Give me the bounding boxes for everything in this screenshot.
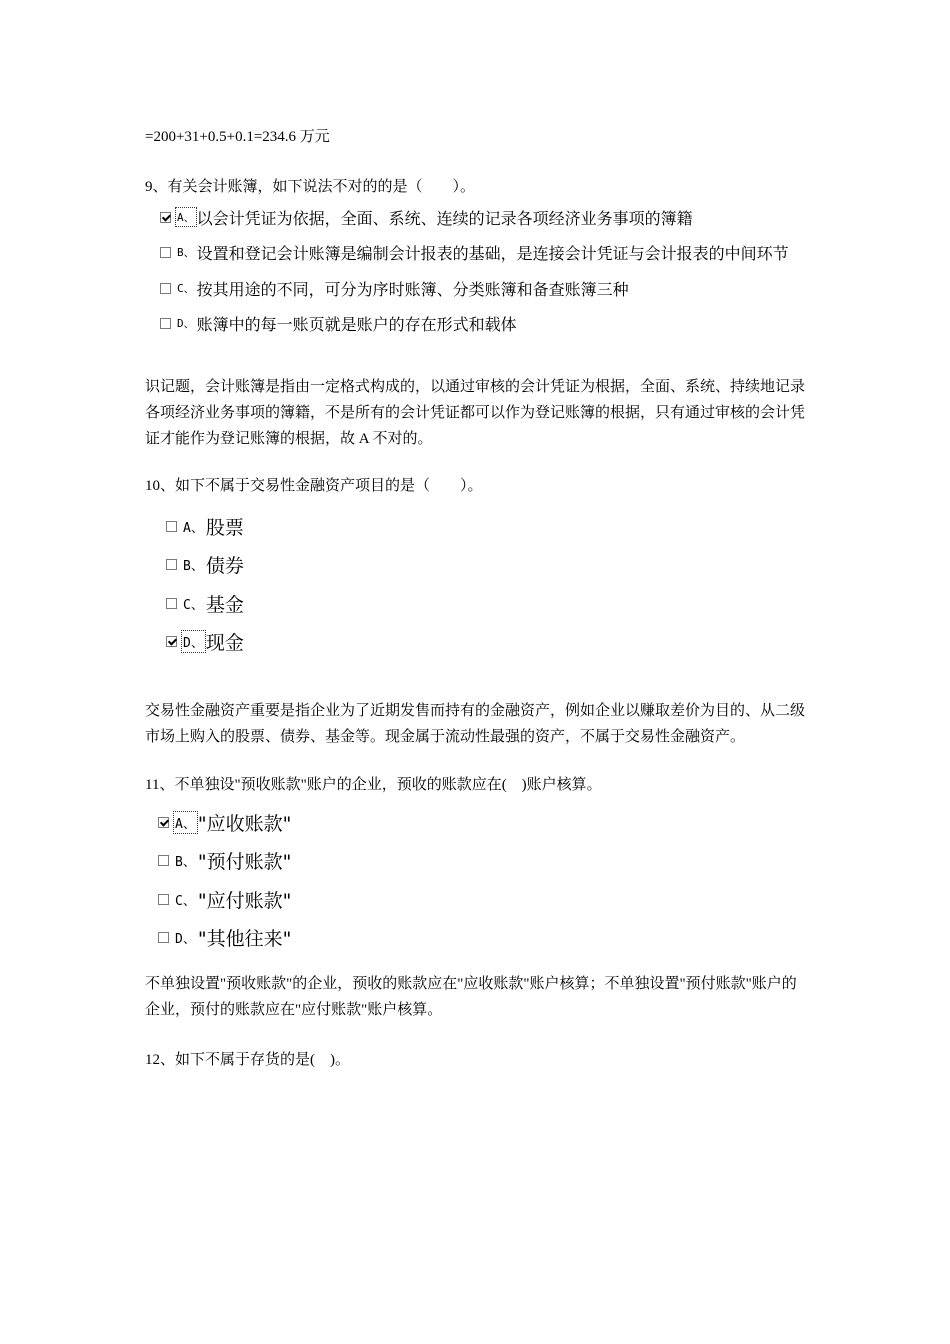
option-text: 现金 [205, 631, 244, 654]
option-text: "应收账款" [197, 812, 292, 835]
checkbox[interactable] [158, 894, 169, 905]
checkbox[interactable] [166, 521, 177, 532]
option-text: 基金 [205, 593, 244, 616]
option-text: 以会计凭证为依据，全面、系统、连续的记录各项经济业务事项的簿籍 [196, 208, 693, 228]
option-letter: A、 [183, 520, 204, 536]
q11-option-d[interactable] [158, 924, 291, 950]
q9-option-a[interactable] [160, 206, 693, 228]
q11-option-a[interactable] [158, 809, 291, 835]
option-text: 债券 [205, 554, 244, 577]
checkbox-checked[interactable] [158, 817, 169, 828]
q10-option-d[interactable] [166, 628, 244, 654]
question-10-title: 10、如下不属于交易性金融资产项目的是（ ）。 [145, 478, 483, 494]
question-11-explanation: 不单独设置"预收账款"的企业，预收的账款应在"应收账款"账户核算；不单独设置"预付账款"账户的企业，预付的账款应在"应付账款"账户核算。 [145, 976, 797, 1018]
question-9-title: 9、有关会计账簿，如下说法不对的的是（ ）。 [145, 179, 476, 195]
checkbox[interactable] [160, 318, 171, 329]
q10-option-b[interactable] [166, 551, 244, 577]
checkbox[interactable] [160, 283, 171, 294]
option-letter: A、 [177, 211, 195, 224]
option-letter: B、 [183, 558, 204, 574]
q11-option-c[interactable] [158, 886, 291, 912]
option-text: "应付账款" [197, 889, 292, 912]
checkbox-checked[interactable] [166, 636, 177, 647]
question-12-title: 12、如下不属于存货的是( )。 [145, 1052, 350, 1068]
checkbox-checked[interactable] [160, 212, 171, 223]
checkbox[interactable] [158, 855, 169, 866]
option-text: "其他往来" [197, 927, 292, 950]
option-text: 按其用途的不同，可分为序时账簿、分类账簿和备查账簿三种 [196, 279, 629, 299]
q11-option-b[interactable] [158, 847, 291, 873]
option-letter: D、 [183, 632, 204, 651]
option-letter: B、 [175, 854, 196, 870]
option-letter: D、 [177, 317, 195, 330]
formula-line: =200+31+0.5+0.1=234.6 万元 [145, 129, 330, 145]
checkbox[interactable] [158, 932, 169, 943]
checkbox[interactable] [166, 598, 177, 609]
q10-option-a[interactable] [166, 513, 244, 539]
option-letter: B、 [177, 246, 195, 259]
checkbox[interactable] [160, 247, 171, 258]
question-10-explanation: 交易性金融资产重要是指企业为了近期发售而持有的金融资产，例如企业以赚取差价为目的、从二级市场上购入的股票、债券、基金等。现金属于流动性最强的资产，不属于交易性金融资产。 [145, 703, 806, 745]
option-letter: C、 [175, 893, 196, 909]
option-text: 账簿中的每一账页就是账户的存在形式和载体 [196, 314, 517, 334]
question-11-title: 11、不单独设"预收账款"账户的企业，预收的账款应在( )账户核算。 [145, 777, 602, 793]
option-letter: C、 [177, 282, 195, 295]
q9-option-c[interactable] [160, 277, 629, 299]
option-text: "预付账款" [197, 850, 292, 873]
option-letter: D、 [175, 931, 196, 947]
q10-option-c[interactable] [166, 590, 244, 616]
option-letter: A、 [175, 813, 196, 832]
checkbox[interactable] [166, 559, 177, 570]
q9-option-d[interactable] [160, 312, 517, 334]
option-text: 设置和登记会计账簿是编制会计报表的基础，是连接会计凭证与会计报表的中间环节 [196, 243, 789, 263]
q9-option-b[interactable] [160, 241, 789, 263]
option-letter: C、 [183, 597, 204, 613]
question-9-explanation: 识记题，会计账簿是指由一定格式构成的，以通过审核的会计凭证为根据，全面、系统、持续地记录各项经济业务事项的簿籍，不是所有的会计凭证都可以作为登记账簿的根据，只有通过审核的会计凭证才能作为登记账簿的根据，故 A 不对的。 [145, 379, 806, 447]
option-text: 股票 [205, 516, 244, 539]
